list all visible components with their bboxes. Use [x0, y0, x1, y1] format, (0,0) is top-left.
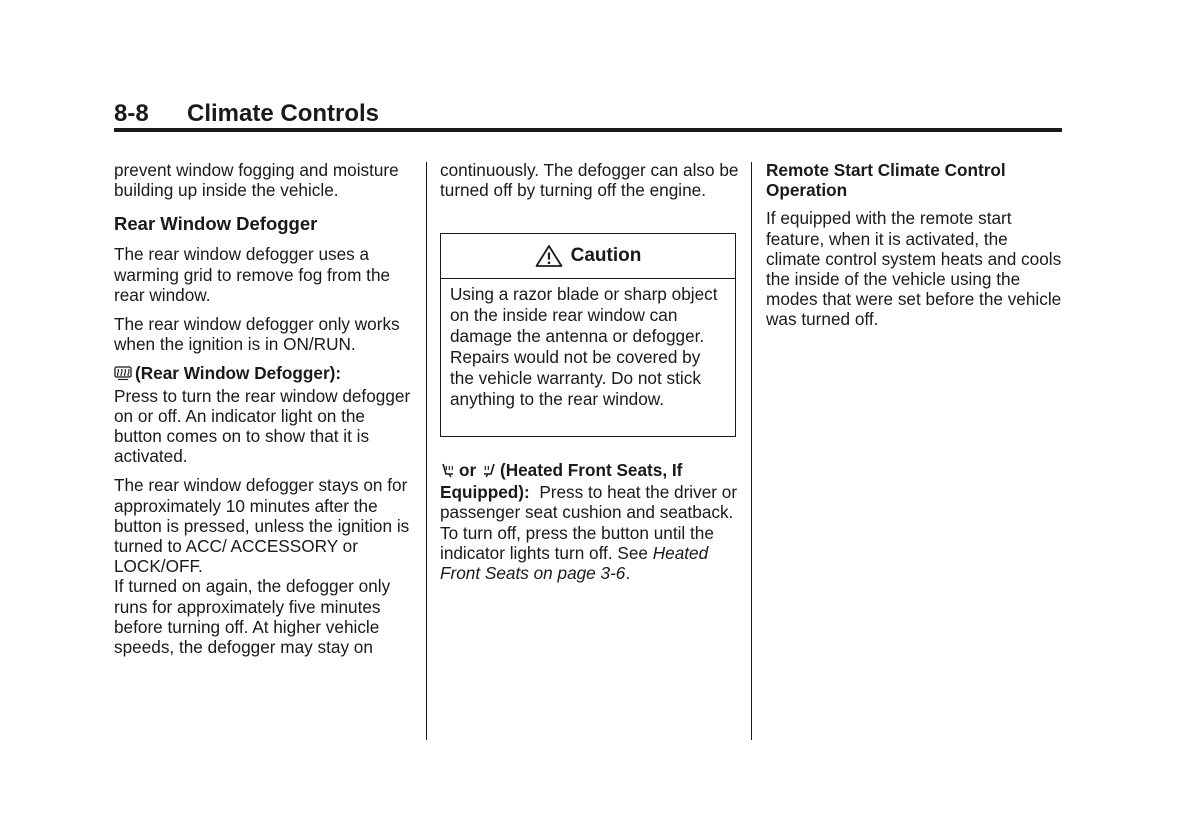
caution-title: Caution — [570, 245, 642, 266]
header-rule — [114, 128, 1062, 132]
paragraph-remote-start: If equipped with the remote start feature, when it is activated, the climate control system heats and cools the inside of the vehicle using the modes that were set before the vehicle was turned off. — [766, 208, 1062, 330]
caution-header — [441, 234, 735, 279]
warning-triangle-icon — [535, 244, 563, 268]
paragraph-turned-on-again: If turned on again, the defogger only runs for approximately five minutes before turning off. At higher vehicle speeds, the defogger may stay on — [114, 576, 391, 658]
paragraph-heated-seats — [440, 460, 742, 583]
heated-seat-driver-icon — [440, 462, 456, 482]
paragraph-ignition: The rear window defogger only works when the ignition is in ON/RUN. — [114, 314, 400, 355]
seats-description: Press to heat the driver or passenger seat cushion and seatback. To turn off, press the button until the indicator lights turn off. See — [440, 482, 738, 563]
defogger-label: (Rear Window Defogger): — [135, 363, 342, 384]
seats-label: (Heated Front Seats, If Equipped): — [440, 460, 683, 503]
column-middle — [440, 160, 742, 209]
seats-end: . — [625, 563, 631, 584]
paragraph-defogger-button — [114, 363, 416, 466]
paragraph-duration: The rear window defogger stays on for approximately 10 minutes after the button is pressed, unless the ignition is turned to ACC/ ACCESSORY or LOCK/OFF. — [114, 475, 410, 577]
section-heading-rear-window-defogger: Rear Window Defogger — [114, 213, 318, 235]
defogger-description: Press to turn the rear window defogger on or off. An indicator light on the button comes on to show that it is activated. — [114, 385, 411, 467]
seats-or: or — [459, 460, 477, 480]
caution-text: Using a razor blade or sharp object on the inside rear window can damage the antenna or defogger. Repairs would not be covered by the vehicle warranty. Do not stick anything to the rear window. — [450, 284, 718, 409]
column-divider-left — [426, 162, 427, 740]
column-right — [766, 160, 1066, 339]
heated-seats-section — [440, 460, 742, 583]
caution-box — [440, 233, 736, 437]
page-title: Climate Controls — [187, 100, 380, 127]
paragraph-continuously: continuously. The defogger can also be turned off by turning off the engine. — [440, 160, 739, 201]
paragraph-fogging: prevent window fogging and moisture building up inside the vehicle. — [114, 160, 399, 201]
column-divider-right — [751, 162, 752, 740]
heated-seat-passenger-icon — [481, 462, 497, 482]
seats-cross-reference[interactable]: Heated Front Seats on page 3-6 — [440, 542, 709, 584]
section-heading-remote-start: Remote Start Climate Control Operation — [766, 160, 1006, 201]
page-header — [114, 100, 1062, 130]
rear-defogger-icon — [114, 365, 132, 385]
column-left — [114, 160, 416, 666]
paragraph-warming-grid: The rear window defogger uses a warming grid to remove fog from the rear window. — [114, 244, 391, 305]
page-number: 8-8 — [114, 100, 149, 127]
